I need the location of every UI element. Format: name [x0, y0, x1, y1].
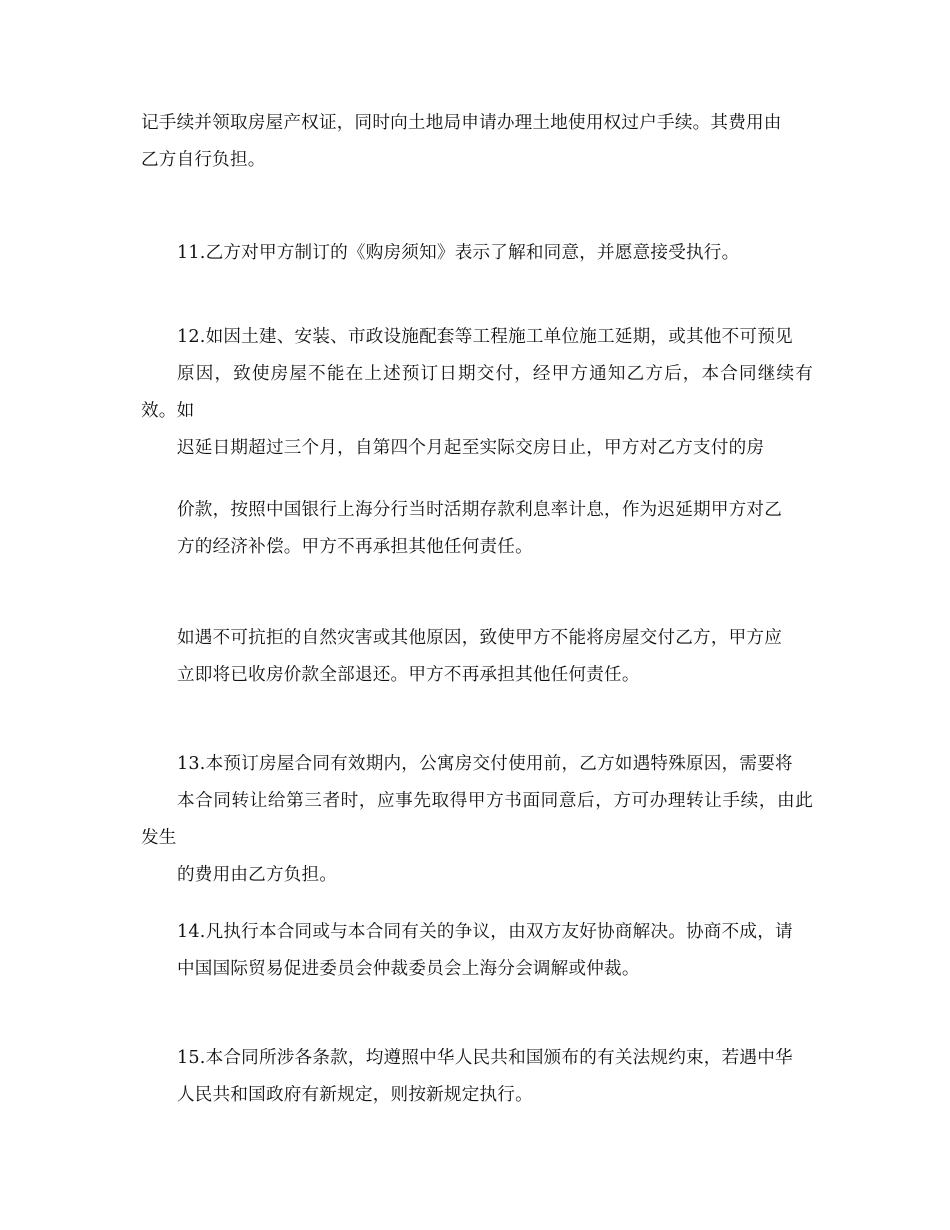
text-line: 原因，致使房屋不能在上述预订日期交付，经甲方通知乙方后，本合同继续有效。如	[141, 364, 813, 421]
text-line: 人民共和国政府有新规定，则按新规定执行。	[177, 1085, 533, 1105]
text-line: 价款，按照中国银行上海分行当时活期存款利息率计息，作为迟延期甲方对乙	[177, 500, 782, 520]
paragraph-clause-12-continued	[141, 492, 813, 566]
text-line: 方的经济补偿。甲方不再承担其他任何责任。	[177, 537, 533, 557]
text-line: 如遇不可抗拒的自然灾害或其他原因，致使甲方不能将房屋交付乙方，甲方应	[177, 628, 782, 648]
text-line: 本合同转让给第三者时，应事先取得甲方书面同意后，方可办理转让手续，由此发生	[141, 791, 813, 848]
paragraph-clause-12	[141, 319, 813, 467]
text-line: 12.如因土建、安装、市政设施配套等工程施工单位施工延期，或其他不可预见	[177, 327, 793, 347]
text-line: 迟延日期超过三个月，自第四个月起至实际交房日止，甲方对乙方支付的房	[177, 438, 765, 458]
text-line: 立即将已收房价款全部退还。甲方不再承担其他任何责任。	[177, 665, 640, 685]
text-line: 13.本预订房屋合同有效期内，公寓房交付使用前，乙方如遇特殊原因，需要将	[177, 754, 793, 774]
paragraph-force-majeure	[141, 620, 813, 694]
paragraph-clause-14	[141, 914, 813, 988]
paragraph-clause-11	[141, 235, 813, 272]
text-line: 14.凡执行本合同或与本合同有关的争议，由双方友好协商解决。协商不成，请	[177, 922, 793, 942]
text-line: 11.乙方对甲方制订的《购房须知》表示了解和同意，并愿意接受执行。	[177, 243, 740, 263]
text-line: 15.本合同所涉各条款，均遵照中华人民共和国颁布的有关法规约束，若遇中华	[177, 1048, 793, 1068]
paragraph-clause-15	[141, 1040, 813, 1114]
paragraph-continuation	[141, 105, 813, 179]
paragraph-clause-13	[141, 746, 813, 894]
text-line: 中国国际贸易促进委员会仲裁委员会上海分会调解或仲裁。	[177, 959, 640, 979]
text-line: 的费用由乙方负担。	[177, 865, 338, 885]
text-line: 记手续并领取房屋产权证，同时向土地局申请办理土地使用权过户手续。其费用由	[141, 113, 782, 133]
text-line: 乙方自行负担。	[141, 150, 266, 170]
